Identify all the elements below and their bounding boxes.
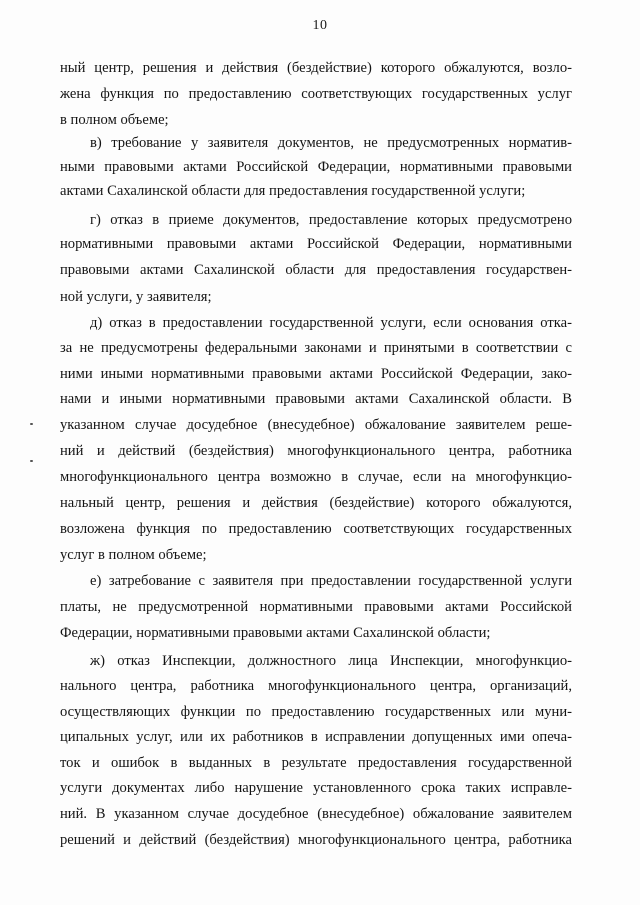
- paragraph-line: в полном объеме;: [60, 112, 169, 128]
- scan-speck: [30, 460, 33, 462]
- paragraph-line: услуги документах либо нарушение установленного срока таких исправле-: [60, 780, 572, 796]
- paragraph-line: многофункционального центра возможно в случае, если на многофункцио-: [60, 469, 572, 485]
- scan-speck: [30, 423, 33, 425]
- paragraph-line: е) затребование с заявителя при предоставлении государственной услуги: [90, 573, 572, 589]
- page-number: 10: [312, 18, 328, 33]
- paragraph-line: нального центра, работника многофункционального центра, организаций,: [60, 678, 572, 694]
- paragraph-line: осуществляющих функции по предоставлению государственных или муни-: [60, 704, 572, 720]
- paragraph-line: нами и иными нормативными правовыми актами Сахалинской области. В: [60, 391, 572, 407]
- paragraph-line: актами Сахалинской области для предоставления государственной услуги;: [60, 183, 526, 199]
- paragraph-line: Федерации, нормативными правовыми актами Сахалинской области;: [60, 625, 491, 641]
- paragraph-line: ний. В указанном случае досудебное (внесудебное) обжалование заявителем: [60, 806, 572, 822]
- paragraph-line: нальный центр, решения и действия (бездействие) которого обжалуются,: [60, 495, 572, 511]
- paragraph-line: за не предусмотрены федеральными законами и принятыми в соответствии с: [60, 340, 572, 356]
- paragraph-line: правовыми актами Сахалинской области для предоставления государствен-: [60, 262, 572, 278]
- paragraph-line: решений и действий (бездействия) многофункционального центра, работника: [60, 832, 572, 848]
- paragraph-line: ними иными нормативными правовыми актами Российской Федерации, зако-: [60, 366, 572, 382]
- paragraph-line: услуг в полном объеме;: [60, 547, 207, 563]
- paragraph-line: ний и действий (бездействия) многофункционального центра, работника: [60, 443, 572, 459]
- paragraph-line: д) отказ в предоставлении государственной услуги, если основания отка-: [90, 315, 572, 331]
- paragraph-line: возложена функция по предоставлению соответствующих государственных: [60, 521, 572, 537]
- paragraph-line: ной услуги, у заявителя;: [60, 289, 212, 305]
- paragraph-line: ток и ошибок в выданных в результате предоставления государственной: [60, 755, 572, 771]
- paragraph-line: ж) отказ Инспекции, должностного лица Инспекции, многофункцио-: [90, 653, 572, 669]
- paragraph-line: ными правовыми актами Российской Федерации, нормативными правовыми: [60, 159, 572, 175]
- paragraph-line: жена функция по предоставлению соответствующих государственных услуг: [60, 86, 572, 102]
- paragraph-line: ный центр, решения и действия (бездействие) которого обжалуются, возло-: [60, 60, 572, 76]
- paragraph-line: г) отказ в приеме документов, предоставление которых предусмотрено: [90, 212, 572, 228]
- paragraph-line: в) требование у заявителя документов, не предусмотренных норматив-: [90, 135, 572, 151]
- paragraph-line: нормативными правовыми актами Российской Федерации, нормативными: [60, 236, 572, 252]
- paragraph-line: ципальных услуг, или их работников в исправлении допущенных ими опеча-: [60, 729, 572, 745]
- paragraph-line: платы, не предусмотренной нормативными правовыми актами Российской: [60, 599, 572, 615]
- paragraph-line: указанном случае досудебное (внесудебное) обжалование заявителем реше-: [60, 417, 572, 433]
